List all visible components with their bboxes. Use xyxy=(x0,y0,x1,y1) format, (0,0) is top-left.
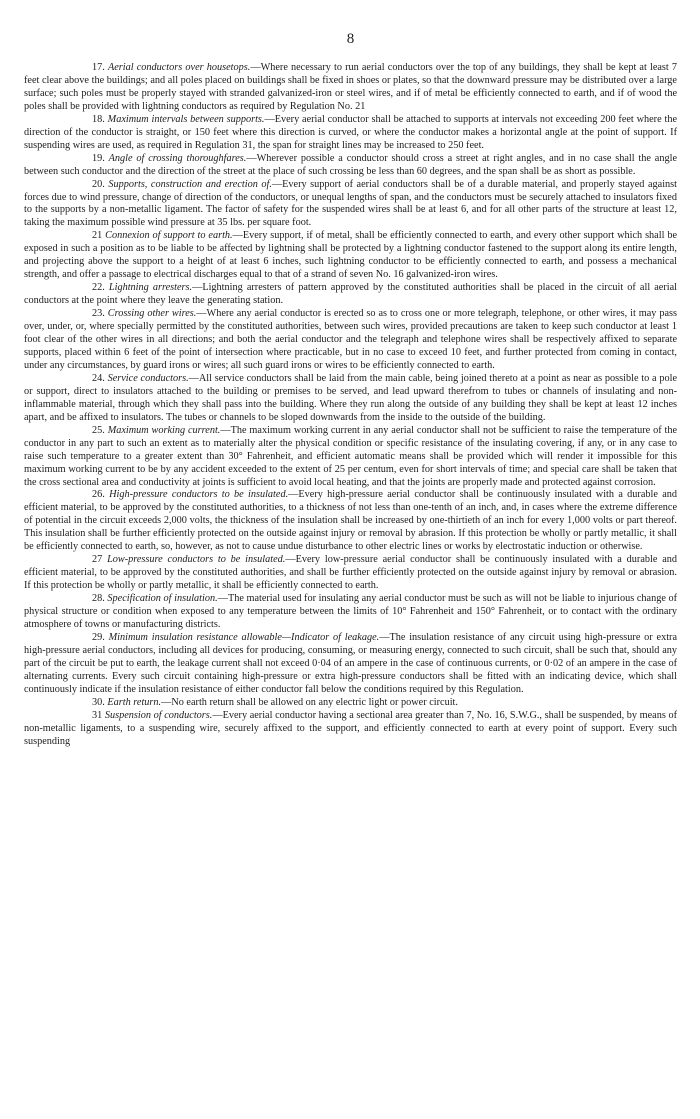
regulation-heading: Low-pressure conductors to be insulated. xyxy=(107,554,286,566)
regulation-number: 22. xyxy=(92,282,105,294)
regulation-heading: Service conductors. xyxy=(107,372,189,384)
regulation-body: —The insulation resistance of any circuit using high-pressure or extra high-pressure aerial conductors, including all devices for producing, consuming, or measuring energy, connected to such circuit, shall be such that, should any part of the circuit be put to earth, the leakage current shall not exceed 0·04 of an ampere in the case of continuous currents, or 0·02 of an ampere in the case of alternating currents. Every such circuit containing high-pressure or extra high-pressure conductors shall be fitted with an indicating device, which shall continuously indicate if the insulation resistance of either conductor fall below the conditions required by this Regulation. xyxy=(24,631,678,695)
regulation-number: 20. xyxy=(92,178,105,190)
regulation-number: 21 xyxy=(92,230,103,242)
regulation-number: 26. xyxy=(92,489,105,501)
regulation-26 xyxy=(24,489,677,554)
regulation-number: 18. xyxy=(92,113,105,125)
regulation-28 xyxy=(24,593,677,632)
regulation-27 xyxy=(24,554,677,593)
regulation-number: 19. xyxy=(92,152,105,164)
regulation-body: —Every aerial conductor shall be attached to supports at intervals not exceeding 200 feet where the direction of the conductor is straight, or 150 feet where this direction is curved, or where the conductor makes a horizontal angle at the point of support. If suspending wires are used, as required in Regulation 31, the span for straight lines may be increased to 250 feet. xyxy=(24,113,677,151)
regulation-number: 31 xyxy=(92,709,103,721)
regulation-body: —The material used for insulating any aerial conductor must be such as will not be liable to injurious change of physical structure or condition when exposed to any temperature between the limits of 10° Fahrenheit and 150° Fahrenheit, or to contact with the ordinary atmosphere of towns or manufacturing districts. xyxy=(24,593,678,630)
regulation-21 xyxy=(24,230,677,282)
regulation-body: —Every support of aerial conductors shall be of a durable material, and properly stayed against forces due to wind pressure, change of direction of the conductors, or unequal lengths of span, and the conductors must be securely attached to insulators fixed to the supports by a non-metallic ligament. The factor of safety for the suspended wires shall be at least 6, and for all other parts of the structure at least 12, taking the maximum possible wind pressure at 35 lbs. per square foot. xyxy=(24,178,677,229)
regulation-17 xyxy=(24,62,677,114)
regulation-body: —Every high-pressure aerial conductor shall be continuously insulated with a durable and efficient material, to be approved by the constituted authorities, to a thickness of not less than one-tenth of an inch, and, in cases where the extreme difference of potential in the circuit exceeds 2,000 volts, the thickness of the insulation shall be increased by one-thirtieth of an inch for every 1,000 volts or part thereof. This insulation shall be further efficiently protected on the outside against injury or removal by abrasion. If this protection be wholly or partly metallic, it shall be efficiently connected to earth, so, however, as not to cause undue disturbance to other electric lines or works by electrostatic induction or otherwise. xyxy=(24,489,678,553)
regulation-number: 30. xyxy=(92,696,105,708)
regulation-heading: Maximum working current. xyxy=(107,424,221,436)
regulation-30 xyxy=(24,697,677,710)
regulation-heading: Specification of insulation. xyxy=(107,593,218,605)
regulation-body: —Every aerial conductor having a sectional area greater than 7, No. 16, S.W.G., shall be suspended, by means of non-metallic ligaments, to a suspending wire, securely affixed to the support, and efficiently connected to earth at every point of support. Every such suspending xyxy=(24,709,678,747)
page-number: 8 xyxy=(346,31,355,47)
regulation-number: 29. xyxy=(92,631,105,643)
regulation-heading: Lightning arresters. xyxy=(108,282,193,294)
regulation-heading: Aerial conductors over housetops. xyxy=(107,62,251,73)
regulation-number: 17. xyxy=(92,62,105,73)
regulation-body: —Wherever possible a conductor should cross a street at right angles, and in no case shall the angle between such conductor and the direction of the street at the place of such crossing be less than 60 degrees, and the span shall be as short as possible. xyxy=(24,152,678,177)
regulation-body: —No earth return shall be allowed on any electric light or power circuit. xyxy=(161,696,458,708)
regulation-number: 24. xyxy=(92,372,105,384)
regulation-number: 28. xyxy=(92,593,105,605)
regulation-25 xyxy=(24,425,677,490)
regulation-29 xyxy=(24,632,677,697)
regulation-heading: Earth return. xyxy=(107,696,162,708)
regulation-heading: High-pressure conductors to be insulated. xyxy=(109,489,289,501)
regulation-body: —Lightning arresters of pattern approved by the constituted authorities shall be placed in the circuit of all aerial conductors at the point where they leave the generating station. xyxy=(24,282,678,307)
regulation-heading: Connexion of support to earth. xyxy=(105,230,233,242)
regulation-heading: Minimum insulation resistance allowable—Indicator of leakage. xyxy=(108,631,380,643)
regulation-22 xyxy=(24,282,677,308)
regulation-31 xyxy=(24,710,677,749)
regulation-body: —Where any aerial conductor is erected so as to cross one or more telegraph, telephone, or other wires, it may pass over, under, or, where specially permitted by the constituted authorities, between such wires, provided precautions are taken to keep such conductor at least 1 foot clear of the other wires in all directions; and both the aerial conductor and the telegraph and telephone wires shall be respectively affixed to separate supports, placed within 6 feet of the point of intersection where practicable, but in no case to exceed 10 feet, and further protected from coming in contact, under any circumstances, by guard irons or wires; all such guard irons or wires to be efficiently connected to earth. xyxy=(24,308,677,371)
regulation-number: 25. xyxy=(92,424,105,436)
regulation-body: —Every support, if of metal, shall be efficiently connected to earth, and every other support which shall be exposed in such a position as to be liable to be affected by lightning shall be protected by a lightning conductor fastened to the support along its entire length, and projecting above the support to a height of at least 6 inches, such lightning conductor to be efficiently connected to earth, and possess a mechanical strength, and offer a passage to electrical discharges equal to that of a strand of seven No. 16 galvanized-iron wires. xyxy=(24,230,678,281)
regulation-body: —The maximum working current in any aerial conductor shall not be sufficient to raise the temperature of the conductor in any part to such an extent as to materially alter the physical condition or specific resistance of the insulating covering, if any, or in any case to raise such temperature to a greater extent than 30° Fahrenheit, and efficient automatic means shall be provided which will render it impossible for this maximum working current to be by any accident exceeded to the extent of 25 per centum, even for short intervals of time; and special care shall be taken that the cross sectional area and conductivity at joints is sufficient to avoid local heating, and that the joints are properly made and protected against corrosion. xyxy=(24,424,678,488)
regulation-number: 23. xyxy=(92,308,105,320)
regulation-heading: Angle of crossing thoroughfares. xyxy=(108,152,247,164)
regulation-23 xyxy=(24,308,677,373)
regulation-18 xyxy=(24,114,677,153)
regulation-body: —Where necessary to run aerial conductors over the top of any buildings, they shall be kept at least 7 feet clear above the buildings; and all poles placed on buildings shall be fixed in shoes or plates, so that the downward pressure may be distributed over a large surface; such poles must be properly stayed with stranded galvanized-iron or steel wires, and if of metal be efficiently connected to earth, and if of wood the poles shall be provided with lightning conductors as required by Regulation No. 21 xyxy=(24,62,678,112)
regulation-20 xyxy=(24,179,677,231)
regulation-heading: Supports, construction and erection of. xyxy=(108,178,272,190)
regulation-body: —All service conductors shall be laid from the main cable, being joined thereto at a point as near as possible to a pole or support, direct to insulators attached to the building or premises to be served, and lead upward therefrom to tubes or channels of insulating and non-inflammable material, through which they shall pass into the building. Where they run along the outside of any building they shall be kept at least 12 inches apart, and be affixed to insulators. The tubes or channels to be sloped downwards from the inside to the outside of the building. xyxy=(24,372,677,423)
regulation-19 xyxy=(24,153,677,179)
regulation-24 xyxy=(24,373,677,425)
regulation-number: 27 xyxy=(92,554,103,566)
regulation-heading: Crossing other wires. xyxy=(107,308,197,320)
regulation-heading: Maximum intervals between supports. xyxy=(107,113,265,125)
regulation-body: —Every low-pressure aerial conductor shall be continuously insulated with a durable and efficient material, to be approved by the constituted authorities, and shall be further efficiently protected on the outside against injury by removal or abrasion. If this protection be wholly or partly metallic, it shall be efficiently connected to earth. xyxy=(24,554,678,592)
regulation-heading: Suspension of conductors. xyxy=(104,709,213,721)
